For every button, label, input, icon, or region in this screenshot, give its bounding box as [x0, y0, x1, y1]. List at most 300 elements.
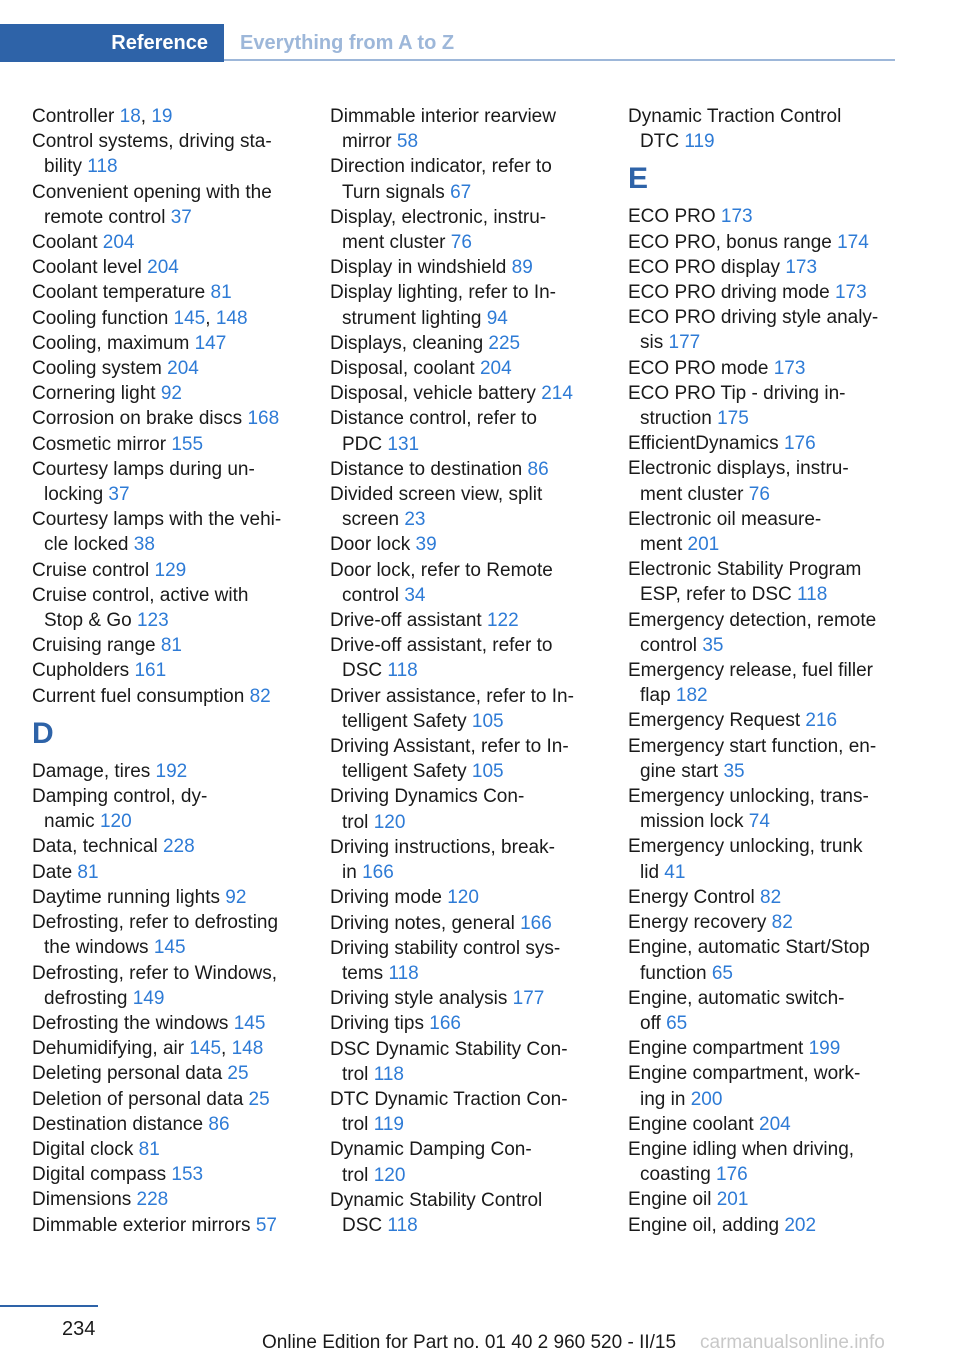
page-link[interactable]: 120: [373, 811, 406, 833]
page-link[interactable]: 204: [759, 1113, 791, 1135]
index-entry-text: Dimensions: [32, 1189, 137, 1211]
index-entry-text: Direction indicator, refer to: [330, 156, 552, 178]
index-entry: [330, 381, 600, 406]
index-entry: [32, 180, 302, 230]
index-entry-text: DTC: [640, 131, 685, 153]
page-link[interactable]: 145: [233, 1012, 266, 1034]
index-entry-text: EfficientDynamics: [628, 433, 784, 455]
page-link[interactable]: 173: [773, 357, 806, 379]
index-entry-text: Dimmable exterior mirrors: [32, 1214, 256, 1236]
index-entry-text: Drive-off assistant: [330, 610, 487, 632]
index-entry-text: Energy Control: [628, 886, 761, 908]
page-link[interactable]: 216: [805, 710, 838, 732]
page-link[interactable]: 166: [362, 862, 394, 884]
page-link[interactable]: 37: [170, 206, 192, 228]
index-entry-text: Destination distance: [32, 1113, 209, 1135]
index-entry: [32, 457, 302, 507]
index-entry-text: struction: [640, 408, 718, 430]
page-link[interactable]: 81: [210, 282, 232, 304]
index-entry-text: Disposal, vehicle battery: [330, 383, 542, 405]
index-entry-text: Coolant temperature: [32, 282, 211, 304]
page-link[interactable]: 204: [102, 232, 135, 254]
page-link[interactable]: 76: [748, 483, 770, 505]
index-entry: [32, 910, 302, 960]
index-entry: [628, 608, 898, 658]
index-entry: [32, 381, 302, 406]
index-entry-text: Divided screen view, split: [330, 484, 543, 506]
page-link[interactable]: 202: [784, 1214, 817, 1236]
page-link[interactable]: 123: [136, 610, 169, 632]
page-link[interactable]: 201: [687, 534, 720, 556]
index-entry: [330, 608, 600, 633]
index-entry-text: Engine compartment, work-: [628, 1063, 861, 1085]
index-entry: [628, 1036, 898, 1061]
page-link[interactable]: 155: [171, 433, 204, 455]
index-entry: [32, 1162, 302, 1187]
page-link[interactable]: 41: [664, 861, 686, 883]
index-entry-text: Display lighting, refer to In-: [330, 282, 556, 304]
index-entry: [330, 911, 600, 936]
page-link[interactable]: 120: [99, 811, 132, 833]
page-link[interactable]: 177: [668, 332, 701, 354]
index-entry-text: mission lock: [640, 811, 749, 833]
index-entry: [32, 1187, 302, 1212]
index-entry-text: Energy recovery: [628, 912, 772, 934]
index-entry: [330, 1011, 600, 1036]
index-entry-text: telligent Safety: [342, 761, 472, 783]
index-entry: [330, 104, 600, 154]
index-entry: [628, 431, 898, 456]
page-link[interactable]: 166: [520, 912, 552, 934]
index-entry: [32, 885, 302, 910]
page-link[interactable]: 82: [760, 886, 782, 908]
page-link[interactable]: 82: [771, 912, 793, 934]
index-entry: [32, 230, 302, 255]
index-entry-text: control: [640, 634, 703, 656]
index-entry: [32, 860, 302, 885]
section-tab-everything-a-to-z[interactable]: Everything from A to Z: [240, 31, 455, 54]
index-entry-text: ECO PRO driving style analy-: [628, 307, 879, 329]
index-entry-text: telligent Safety: [342, 710, 472, 732]
page-link[interactable]: 153: [171, 1164, 204, 1186]
index-entry: [628, 305, 898, 355]
page-link[interactable]: 120: [373, 1164, 406, 1186]
index-entry: [330, 784, 600, 834]
index-entry: Controller 18, 19: [32, 106, 173, 127]
index-entry-text: trol: [342, 811, 374, 833]
page-link[interactable]: 200: [690, 1088, 723, 1110]
index-entry: [32, 1213, 302, 1238]
page-link[interactable]: 119: [684, 131, 715, 153]
index-entry: [628, 935, 898, 985]
page-link[interactable]: 89: [511, 257, 533, 279]
index-entry-text: lid: [640, 861, 665, 883]
index-entry: [330, 154, 600, 204]
index-entry-text: sis: [640, 332, 669, 354]
index-entry: Cooling function 145, 148: [32, 307, 248, 329]
index-entry-text: Dynamic Stability Control: [330, 1189, 543, 1211]
index-entry: [628, 280, 898, 305]
index-column-1: [32, 104, 302, 1238]
index-entry-text: trol: [342, 1164, 374, 1186]
index-entry-text: Electronic displays, instru-: [628, 458, 849, 480]
page-link[interactable]: 145: [153, 937, 186, 959]
index-entry: [628, 456, 898, 506]
index-entry-text: Display, electronic, instru-: [330, 206, 547, 228]
page-link[interactable]: 192: [155, 760, 188, 782]
page-link[interactable]: 39: [415, 534, 437, 556]
index-entry-text: Coolant: [32, 232, 103, 254]
page-link[interactable]: 118: [388, 962, 419, 984]
page-link[interactable]: 105: [471, 761, 504, 783]
index-entry: [628, 1112, 898, 1137]
page-link[interactable]: 148: [231, 1038, 264, 1060]
index-entry-text: Cosmetic mirror: [32, 433, 172, 455]
page-link[interactable]: 225: [488, 332, 521, 354]
index-entry-text: Driving tips: [330, 1013, 430, 1035]
page-link[interactable]: 81: [77, 861, 99, 883]
index-entry-text: Dimmable interior rearview: [330, 106, 556, 127]
page-link[interactable]: 81: [138, 1138, 160, 1160]
page-link[interactable]: 204: [147, 257, 179, 279]
index-entry: [330, 558, 600, 608]
index-entry: [32, 507, 302, 557]
page-link[interactable]: 86: [208, 1113, 230, 1135]
index-entry-text: Cooling function: [32, 307, 174, 329]
index-entry-text: ECO PRO driving mode: [628, 282, 835, 304]
index-entry-text: Emergency unlocking, trans-: [628, 786, 869, 808]
index-entry: [32, 129, 302, 179]
index-entry-text: namic: [44, 811, 100, 833]
index-entry: [330, 457, 600, 482]
index-entry-text: the windows: [44, 937, 154, 959]
index-entry: [628, 507, 898, 557]
page-link[interactable]: 23: [404, 509, 426, 531]
index-letter-heading: E: [628, 162, 649, 196]
page-link[interactable]: 34: [404, 584, 426, 606]
index-entry-text: DSC: [342, 660, 388, 682]
index-entry: [32, 658, 302, 683]
index-entry-text: Electronic oil measure-: [628, 508, 822, 530]
page-header: [0, 24, 895, 62]
index-entry: [330, 406, 600, 456]
page-link[interactable]: 204: [479, 358, 512, 380]
index-entry-text: Cruise control, active with: [32, 584, 249, 606]
index-entry-text: Cupholders: [32, 660, 135, 682]
page-link[interactable]: 168: [247, 408, 280, 430]
index-entry-text: PDC: [342, 433, 388, 455]
index-entry: [330, 255, 600, 280]
index-entry-text: cle locked: [44, 534, 134, 556]
page-link[interactable]: 176: [716, 1164, 748, 1186]
index-entry-text: Display in windshield: [330, 257, 512, 279]
index-entry-text: Daytime running lights: [32, 886, 226, 908]
page-link[interactable]: 19: [151, 106, 173, 127]
index-entry-text: strument lighting: [342, 307, 487, 329]
page-link[interactable]: 149: [132, 987, 165, 1009]
page-link[interactable]: 129: [154, 559, 187, 581]
page-link[interactable]: 122: [486, 610, 519, 632]
page-link[interactable]: 120: [447, 887, 479, 909]
page-link[interactable]: 148: [215, 307, 248, 329]
index-entry: [32, 1112, 302, 1137]
index-entry-text: Engine compartment: [628, 1038, 809, 1060]
page-number: 234: [62, 1318, 96, 1340]
index-entry-text: Cruising range: [32, 635, 161, 657]
index-entry-text: trol: [342, 1114, 374, 1136]
index-entry: [32, 255, 302, 280]
index-entry-text: Driving style analysis: [330, 988, 513, 1010]
index-entry-text: Controller: [32, 106, 120, 127]
index-entry-text: Deleting personal data: [32, 1063, 228, 1085]
page-link[interactable]: 65: [666, 1012, 688, 1034]
page-link[interactable]: 174: [837, 231, 869, 253]
index-entry: [330, 356, 600, 381]
index-entry-text: locking: [44, 484, 109, 506]
index-entry: [32, 406, 302, 431]
index-entry-text: remote control: [44, 206, 171, 228]
index-entry: [32, 356, 302, 381]
index-entry-text: ing in: [640, 1088, 691, 1110]
index-entry-text: DSC: [342, 1214, 388, 1236]
page-link[interactable]: 145: [173, 307, 206, 329]
index-entry-text: Engine idling when driving,: [628, 1138, 855, 1160]
page-link[interactable]: 82: [249, 685, 271, 707]
index-entry: [628, 708, 898, 733]
index-entry: [32, 583, 302, 633]
index-entry: [32, 280, 302, 305]
index-entry-text: Driving Assistant, refer to In-: [330, 736, 569, 758]
page-link[interactable]: 57: [255, 1214, 277, 1236]
page-link[interactable]: 173: [785, 256, 818, 278]
page-link[interactable]: 65: [711, 962, 733, 984]
page-link[interactable]: 118: [797, 584, 828, 606]
page-link[interactable]: 228: [162, 836, 195, 858]
index-entry-text: DTC Dynamic Traction Con-: [330, 1088, 568, 1110]
page-link[interactable]: 214: [541, 383, 573, 405]
index-entry-text: Emergency start function, en-: [628, 735, 877, 757]
index-entry: [330, 280, 600, 330]
page-link[interactable]: 228: [136, 1189, 169, 1211]
index-entry: [628, 1187, 898, 1212]
index-entry-text: ment cluster: [342, 232, 451, 254]
index-entry: [32, 432, 302, 457]
page-link[interactable]: 94: [486, 307, 508, 329]
index-entry-text: Cruise control: [32, 559, 155, 581]
edition-text: Online Edition for Part no. 01 40 2 960 520 - II/15: [262, 1332, 677, 1353]
page-link[interactable]: 145: [189, 1038, 222, 1060]
index-entry: [330, 734, 600, 784]
page-link[interactable]: 173: [834, 282, 867, 304]
index-entry: [32, 1011, 302, 1036]
index-entry-text: Disposal, coolant: [330, 358, 480, 380]
index-entry-text: Door lock: [330, 534, 416, 556]
index-entry: [628, 986, 898, 1036]
page-link[interactable]: 25: [227, 1063, 249, 1085]
index-entry-text: Distance to destination: [330, 458, 528, 480]
index-entry-text: Engine oil, adding: [628, 1214, 785, 1236]
index-entry-text: Turn signals: [342, 181, 451, 203]
index-entry: [330, 1137, 600, 1187]
index-entry-text: Damping control, dy-: [32, 786, 208, 808]
page-link[interactable]: 182: [675, 685, 708, 707]
index-entry-text: Engine, automatic switch-: [628, 987, 845, 1009]
index-entry-text: ECO PRO Tip - driving in-: [628, 382, 846, 404]
page-link[interactable]: 131: [387, 433, 420, 455]
index-entry-text: ECO PRO, bonus range: [628, 231, 838, 253]
page-link[interactable]: 35: [723, 760, 745, 782]
index-entry: [330, 633, 600, 683]
index-entry: [32, 1137, 302, 1162]
index-entry-text: trol: [342, 1063, 374, 1085]
page-link[interactable]: 119: [373, 1114, 404, 1136]
page-link[interactable]: 204: [167, 358, 199, 380]
index-entry-text: Courtesy lamps with the vehi-: [32, 509, 282, 531]
page-link[interactable]: 35: [702, 634, 724, 656]
index-entry: [32, 633, 302, 658]
index-entry-text: Dehumidifying, air: [32, 1038, 190, 1060]
page-link[interactable]: 118: [387, 1214, 418, 1236]
index-entry-text: Digital clock: [32, 1138, 139, 1160]
index-entry-text: Courtesy lamps during un-: [32, 458, 255, 480]
page-link[interactable]: 177: [512, 988, 545, 1010]
index-entry-text: DSC Dynamic Stability Con-: [330, 1038, 568, 1060]
page-link[interactable]: 201: [716, 1189, 749, 1211]
index-letter-heading: D: [32, 716, 54, 750]
index-entry: [330, 331, 600, 356]
index-entry-text: gine start: [640, 760, 724, 782]
index-entry-text: Defrosting the windows: [32, 1012, 234, 1034]
page-link[interactable]: 92: [160, 383, 182, 405]
page-link[interactable]: 161: [134, 660, 167, 682]
index-entry-text: screen: [342, 509, 405, 531]
index-column-2: [330, 104, 600, 1238]
index-entry: [628, 658, 898, 708]
index-entry: [32, 331, 302, 356]
index-entry: [32, 1087, 302, 1112]
index-entry-text: Corrosion on brake discs: [32, 408, 248, 430]
index-entry-text: Current fuel consumption: [32, 685, 250, 707]
page-link[interactable]: 173: [720, 206, 753, 228]
page-link[interactable]: 37: [108, 484, 130, 506]
index-entry-text: Dynamic Traction Control: [628, 106, 842, 127]
index-entry: [32, 834, 302, 859]
index-entry-text: tems: [342, 962, 389, 984]
index-entry: [330, 936, 600, 986]
index-entry-text: Deletion of personal data: [32, 1088, 249, 1110]
index-entry-text: coasting: [640, 1164, 717, 1186]
index-entry: [628, 230, 898, 255]
index-entry-text: Cooling, maximum: [32, 332, 195, 354]
index-entry-text: Data, technical: [32, 836, 163, 858]
index-entry-text: Stop & Go: [44, 610, 137, 632]
index-entry: [628, 1061, 898, 1111]
index-entry: [628, 204, 898, 229]
index-entry-text: Defrosting, refer to Windows,: [32, 962, 277, 984]
index-entry-text: Driving Dynamics Con-: [330, 786, 525, 808]
page-link[interactable]: 105: [471, 710, 504, 732]
index-entry: [330, 1188, 600, 1238]
page-link[interactable]: 76: [450, 232, 472, 254]
index-entry-text: defrosting: [44, 987, 133, 1009]
index-entry: [628, 104, 898, 154]
page-link[interactable]: 118: [87, 156, 118, 178]
page-link[interactable]: 38: [133, 534, 155, 556]
index-entry-text: off: [640, 1012, 667, 1034]
index-entry: [628, 910, 898, 935]
index-entry-text: function: [640, 962, 712, 984]
page-link[interactable]: 166: [429, 1013, 461, 1035]
index-entry: [628, 255, 898, 280]
index-entry-text: Electronic Stability Program: [628, 559, 862, 581]
index-entry-text: Control systems, driving sta-: [32, 131, 272, 153]
page-link[interactable]: 147: [194, 332, 227, 354]
index-entry: [628, 557, 898, 607]
index-entry-text: Coolant level: [32, 257, 148, 279]
index-entry-text: ESP, refer to DSC: [640, 584, 797, 606]
index-entry-text: Engine, automatic Start/Stop: [628, 937, 870, 959]
page-link[interactable]: 25: [248, 1088, 270, 1110]
index-entry-text: bility: [44, 156, 88, 178]
index-entry-text: Door lock, refer to Remote: [330, 559, 553, 581]
section-tab-reference[interactable]: Reference: [0, 24, 224, 62]
page-link[interactable]: 176: [783, 433, 816, 455]
index-entry: [628, 784, 898, 834]
index-entry-text: Engine oil: [628, 1189, 717, 1211]
index-entry-text: Driving notes, general: [330, 912, 521, 934]
index-entry-text: Defrosting, refer to defrosting: [32, 912, 279, 934]
page-link[interactable]: 118: [387, 660, 418, 682]
index-entry-text: ECO PRO mode: [628, 357, 774, 379]
index-entry-text: Driving mode: [330, 887, 448, 909]
index-entry-text: Convenient opening with the: [32, 181, 272, 203]
index-entry: [628, 381, 898, 431]
index-entry-text: control: [342, 584, 405, 606]
page-link[interactable]: 67: [450, 181, 472, 203]
index-entry-text: Driver assistance, refer to In-: [330, 685, 574, 707]
index-entry: [330, 986, 600, 1011]
page-link[interactable]: 18: [119, 106, 141, 127]
index-entry: [628, 1137, 898, 1187]
page-link[interactable]: 86: [527, 458, 549, 480]
index-entry: [32, 684, 302, 709]
index-entry-text: Dynamic Damping Con-: [330, 1139, 532, 1161]
index-entry: Dehumidifying, air 145, 148: [32, 1038, 264, 1060]
index-entry: [330, 1087, 600, 1137]
index-entry: [628, 734, 898, 784]
index-entry-text: ECO PRO display: [628, 256, 786, 278]
footer-rule: [0, 1305, 98, 1307]
page-link[interactable]: 81: [160, 635, 182, 657]
index-entry: [32, 961, 302, 1011]
index-entry-text: Drive-off assistant, refer to: [330, 635, 553, 657]
index-entry-text: flap: [640, 685, 676, 707]
page-link[interactable]: 199: [808, 1038, 841, 1060]
page-link[interactable]: 58: [396, 131, 419, 153]
index-entry-text: ECO PRO: [628, 206, 721, 228]
page-link[interactable]: 74: [748, 811, 770, 833]
index-entry: [32, 1061, 302, 1086]
index-entry: [330, 205, 600, 255]
page-link[interactable]: 175: [717, 408, 749, 430]
index-entry: [32, 784, 302, 834]
index-entry-text: Driving instructions, break-: [330, 836, 555, 858]
index-entry-text: Displays, cleaning: [330, 332, 489, 354]
page-link[interactable]: 92: [225, 886, 247, 908]
page-link[interactable]: 118: [373, 1063, 404, 1085]
index-column-3: [628, 104, 898, 1238]
index-entry: [330, 1037, 600, 1087]
